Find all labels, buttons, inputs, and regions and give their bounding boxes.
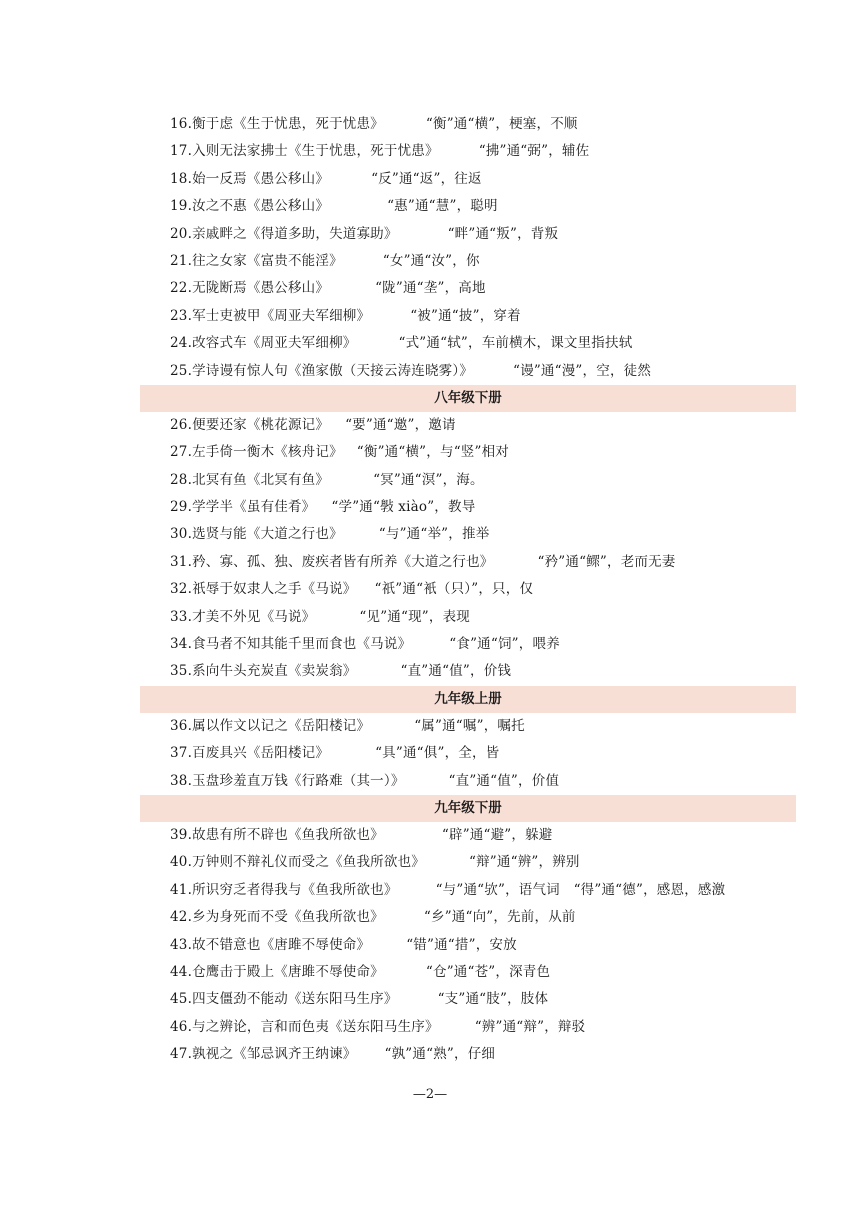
item-number: 47. [170,1046,193,1063]
item-number: 26. [170,416,193,433]
tongjia-explanation: “拂”通“弼”，辅佐 [478,143,590,160]
tongjia-explanation: “辟”通“避”，躲避 [441,826,553,843]
tongjia-explanation: “女”通“汝”，你 [382,252,480,269]
list-item [140,248,796,275]
example-sentence: 便要还家《桃花源记》 [192,416,330,433]
example-sentence: 仓鹰击于殿上《唐雎不辱使命》 [192,963,384,980]
example-sentence: 左手倚一衡木《核舟记》 [192,444,343,461]
tongjia-explanation: “孰”通“熟”，仔细 [384,1046,496,1063]
list-item [140,111,796,138]
item-number: 29. [170,499,193,516]
list-item [140,959,796,986]
example-sentence: 矜、寡、孤、独、废疾者皆有所养《大道之行也》 [192,553,494,570]
tongjia-explanation: “直”通“值”，价值 [448,772,560,789]
item-number: 43. [170,936,193,953]
item-number: 23. [170,307,193,324]
list-item [140,986,796,1013]
list-item [140,713,796,740]
tongjia-explanation: “惠”通“慧”，聪明 [387,198,498,215]
item-number: 44. [170,963,193,980]
item-number: 20. [170,225,193,242]
tongjia-explanation: “乡”通“向”，先前，从前 [423,909,576,926]
example-sentence: 选贤与能《大道之行也》 [192,526,343,543]
item-number: 33. [170,608,193,625]
item-number: 40. [170,854,193,871]
example-sentence: 百废具兴《岳阳楼记》 [192,745,330,762]
list-item [140,193,796,220]
list-item [140,412,796,439]
item-number: 46. [170,1018,193,1035]
list-item [140,521,796,548]
list-item [140,740,796,767]
tongjia-explanation: “矜”通“鳏”，老而无妻 [537,553,676,570]
list-item [140,303,796,330]
tongjia-explanation: “式”通“轼”，车前横木，课文里指扶轼 [398,335,633,352]
list-item [140,877,796,904]
example-sentence: 入则无法家拂士《生于忧患，死于忧患》 [192,143,439,160]
example-sentence: 往之女家《富贵不能淫》 [192,252,343,269]
example-sentence: 与之辨论，言和而色夷《送东阳马生序》 [192,1018,439,1035]
example-sentence: 无陇断焉《愚公移山》 [192,280,330,297]
tongjia-explanation: “陇”通“垄”，高地 [375,280,486,297]
item-number: 45. [170,991,193,1008]
tongjia-explanation: “见”通“现”，表现 [359,608,470,625]
item-number: 42. [170,909,193,926]
example-sentence: 玉盘珍羞直万钱《行路难（其一）》 [192,772,405,789]
item-number: 34. [170,636,193,653]
tongjia-explanation: “辨”通“辩”，辩驳 [474,1018,586,1035]
list-item [140,330,796,357]
example-sentence: 亲戚畔之《得道多助，失道寡助》 [192,225,398,242]
list-item [140,439,796,466]
tongjia-explanation: “直”通“值”，价钱 [400,663,512,680]
list-item [140,1041,796,1068]
example-sentence: 孰视之《邹忌讽齐王纳谏》 [192,1046,357,1063]
example-sentence: 改容式车《周亚夫军细柳》 [192,335,357,352]
example-sentence: 学诗谩有惊人句《渔家傲（天接云涛连晓雾）》 [192,362,474,379]
item-number: 22. [170,280,193,297]
tongjia-explanation: “辩”通“辨”，辨别 [468,854,580,871]
list-item [140,658,796,685]
tongjia-explanation: “衡”通“横”，梗塞，不顺 [425,116,578,132]
tongjia-explanation: “畔”通“叛”，背叛 [447,225,559,242]
tongjia-explanation: “与”通“举”，推举 [378,526,490,543]
tongjia-explanation: “反”通“返”，往返 [371,170,482,187]
item-number: 39. [170,826,193,843]
item-number: 35. [170,663,193,680]
example-sentence: 万钟则不辩礼仪而受之《鱼我所欲也》 [192,854,425,871]
tongjia-explanation: “谩”通“漫”，空，徒然 [513,362,652,379]
example-sentence: 所识穷乏者得我与《鱼我所欲也》 [192,881,398,898]
example-sentence: 故不错意也《唐雎不辱使命》 [192,936,371,953]
item-number: 21. [170,252,193,269]
example-sentence: 北冥有鱼《北冥有鱼》 [192,471,330,488]
example-sentence: 才美不外见《马说》 [192,608,316,625]
tongjia-explanation: “衡”通“横”，与“竖”相对 [356,444,509,461]
list-item [140,221,796,248]
item-number: 17. [170,143,193,160]
list-item [140,849,796,876]
item-number: 27. [170,444,193,461]
item-number: 36. [170,717,193,734]
tongjia-explanation: “与”通“欤”，语气词 “得”通“德”，感恩，感激 [435,881,726,898]
example-sentence: 四支僵劲不能动《送东阳马生序》 [192,991,398,1008]
tongjiazi-list [140,111,796,1069]
grade-section-heading: 九年级下册 [140,795,796,822]
page-number: —2— [412,1087,448,1102]
grade-section-heading: 八年级下册 [140,385,796,412]
item-number: 41. [170,881,193,898]
tongjia-explanation: “错”通“措”，安放 [406,936,517,953]
example-sentence: 属以作文以记之《岳阳楼记》 [192,717,371,734]
example-sentence: 学学半《虽有佳肴》 [192,499,316,516]
example-sentence: 故患有所不辟也《鱼我所欲也》 [192,826,384,843]
item-number: 18. [170,170,193,187]
list-item [140,467,796,494]
example-sentence: 乡为身死而不受《鱼我所欲也》 [192,909,384,926]
tongjia-explanation: “要”通“邀”，邀请 [345,416,456,433]
item-number: 16. [170,116,193,132]
example-sentence: 系向牛头充炭直《卖炭翁》 [192,663,357,680]
list-item [140,904,796,931]
example-sentence: 汝之不惠《愚公移山》 [192,198,330,215]
example-sentence: 食马者不知其能千里而食也《马说》 [192,636,412,653]
tongjia-explanation: “祇”通“衹（只）”，只，仅 [374,581,534,598]
list-item [140,932,796,959]
item-number: 25. [170,362,193,379]
item-number: 30. [170,526,193,543]
item-number: 28. [170,471,193,488]
example-sentence: 祇辱于奴隶人之手《马说》 [192,581,357,598]
grade-section-heading: 九年级上册 [140,686,796,713]
item-number: 19. [170,198,193,215]
item-number: 32. [170,581,193,598]
list-item [140,275,796,302]
item-number: 38. [170,772,193,789]
item-number: 37. [170,745,193,762]
list-item [140,358,796,385]
tongjia-explanation: “具”通“俱”，全，皆 [375,745,500,762]
tongjia-explanation: “冥”通“溟”，海。 [373,471,484,488]
list-item [140,1014,796,1041]
list-item [140,549,796,576]
tongjia-explanation: “支”通“肢”，肢体 [437,991,549,1008]
example-sentence: 衡于虑《生于忧患，死于忧患》 [192,116,384,132]
tongjia-explanation: “食”通“饲”，喂养 [449,636,560,653]
list-item [140,576,796,603]
list-item [140,768,796,795]
tongjia-explanation: “被”通“披”，穿着 [410,307,521,324]
tongjia-explanation: “属”通“嘱”，嘱托 [414,717,525,734]
list-item [140,631,796,658]
list-item [140,138,796,165]
tongjia-explanation: “学”通“斅 xiào”，教导 [331,499,476,516]
list-item [140,166,796,193]
item-number: 24. [170,335,193,352]
list-item [140,822,796,849]
list-item [140,604,796,631]
example-sentence: 始一反焉《愚公移山》 [192,170,330,187]
list-item [140,494,796,521]
example-sentence: 军士吏被甲《周亚夫军细柳》 [192,307,371,324]
item-number: 31. [170,553,193,570]
tongjia-explanation: “仓”通“苍”，深青色 [425,963,551,980]
